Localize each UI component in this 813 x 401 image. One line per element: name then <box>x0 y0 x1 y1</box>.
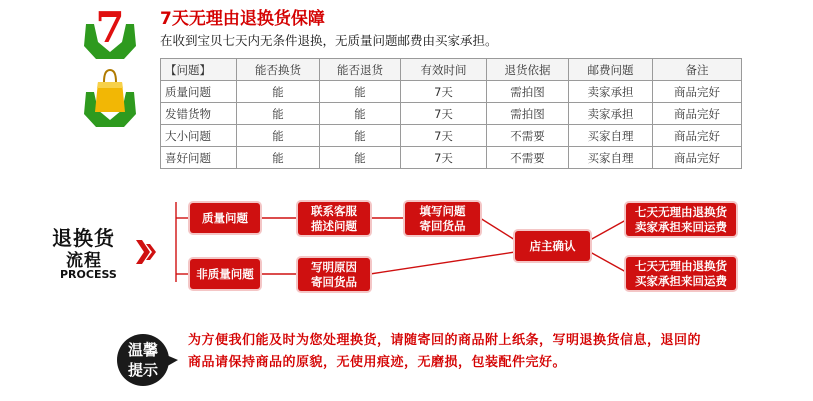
non-quality-issue-box <box>190 259 260 289</box>
seven-glyph: 7 <box>95 3 125 52</box>
flow-title: 退换货 <box>52 226 115 250</box>
policy-title: 7天无理由退换货保障 <box>160 9 325 29</box>
flow-subtitle: 流程 <box>66 251 102 271</box>
table-cell: 商品完好 <box>653 147 742 169</box>
contact-service-box <box>298 202 370 235</box>
table-cell: 7天 <box>401 103 487 125</box>
write-reason-line2: 寄回货品 <box>311 274 357 289</box>
table-cell: 大小问题 <box>161 125 237 147</box>
table-cell: 质量问题 <box>161 81 237 103</box>
table-cell: 卖家承担 <box>569 81 653 103</box>
write-reason-line1: 写明原因 <box>311 259 357 274</box>
table-header-cell: 有效时间 <box>401 59 487 81</box>
tip-bubble <box>116 332 170 386</box>
result-buyer-box <box>626 257 736 290</box>
table-cell: 能 <box>320 103 401 125</box>
table-cell: 能 <box>237 81 320 103</box>
table-cell: 需拍图 <box>487 103 569 125</box>
tip-bubble-line2: 提示 <box>127 361 158 379</box>
table-cell: 需拍图 <box>487 81 569 103</box>
result-buyer-line2: 买家承担来回运费 <box>635 273 727 288</box>
table-cell: 能 <box>237 125 320 147</box>
table-cell: 7天 <box>401 147 487 169</box>
table-cell: 商品完好 <box>653 81 742 103</box>
table-cell: 能 <box>237 147 320 169</box>
non-quality-issue-label: 非质量问题 <box>196 266 254 281</box>
tip-text: 为方便我们能及时为您处理换货，请随寄回的商品附上纸条，写明退换货信息，退回的商品请保持商品的原貌，无使用痕迹，无磨损，包装配件完好。 <box>188 333 702 370</box>
table-cell: 发错货物 <box>161 103 237 125</box>
table-cell: 商品完好 <box>653 103 742 125</box>
table-cell: 喜好问题 <box>161 147 237 169</box>
table-cell: 买家自理 <box>569 125 653 147</box>
table-cell: 能 <box>237 103 320 125</box>
table-cell: 7天 <box>401 125 487 147</box>
quality-issue-box <box>190 203 260 233</box>
result-seller-line1: 七天无理由退换货 <box>635 204 727 219</box>
table-header-cell: 备注 <box>653 59 742 81</box>
table-cell: 买家自理 <box>569 147 653 169</box>
table-cell: 能 <box>320 147 401 169</box>
policy-subtitle: 在收到宝贝七天内无条件退换，无质量问题邮费由买家承担。 <box>160 33 498 48</box>
table-cell: 不需要 <box>487 147 569 169</box>
table-cell: 能 <box>320 81 401 103</box>
write-reason-box <box>298 258 370 291</box>
table-header-cell: 【问题】 <box>161 59 237 81</box>
table-header-cell: 邮费问题 <box>569 59 653 81</box>
fill-issue-line1: 填写问题 <box>419 203 466 218</box>
shop-confirm-box <box>515 231 590 261</box>
tip-bubble-line1: 温馨 <box>127 341 158 359</box>
result-seller-box <box>626 203 736 236</box>
result-buyer-line1: 七天无理由退换货 <box>635 258 727 273</box>
result-seller-line2: 卖家承担来回运费 <box>635 219 727 234</box>
fill-issue-box <box>405 202 480 235</box>
table-header-cell: 能否换货 <box>237 59 320 81</box>
table-cell: 7天 <box>401 81 487 103</box>
flow-english-label: PROCESS <box>60 268 117 281</box>
table-cell: 卖家承担 <box>569 103 653 125</box>
table-cell: 商品完好 <box>653 125 742 147</box>
contact-service-line2: 描述问题 <box>311 218 357 233</box>
fill-issue-line2: 寄回货品 <box>419 218 466 233</box>
table-cell: 能 <box>320 125 401 147</box>
quality-issue-label: 质量问题 <box>202 210 248 225</box>
table-header-cell: 能否退货 <box>320 59 401 81</box>
contact-service-line1: 联系客服 <box>311 203 357 218</box>
table-cell: 不需要 <box>487 125 569 147</box>
shop-confirm-label: 店主确认 <box>529 238 576 253</box>
table-header-cell: 退货依据 <box>487 59 569 81</box>
